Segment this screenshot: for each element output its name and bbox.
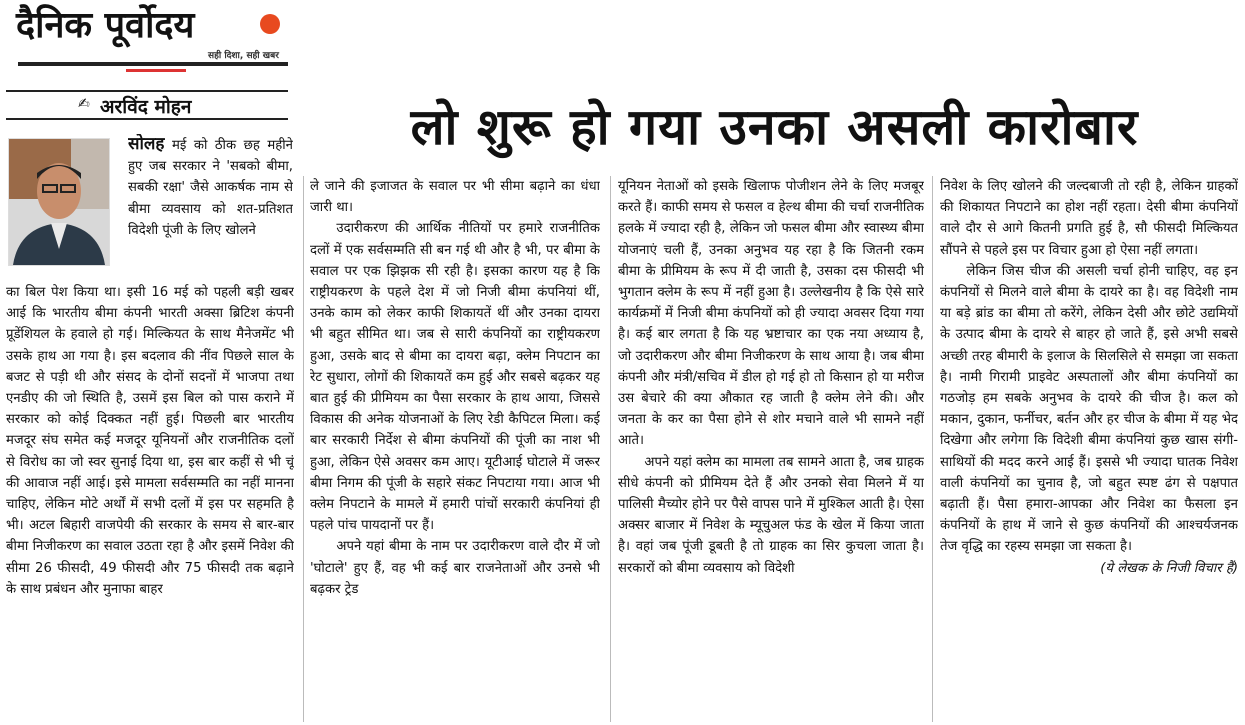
lead-word: सोलह bbox=[128, 134, 165, 154]
newspaper-tagline: सही दिशा, सही खबर bbox=[208, 51, 279, 61]
column-3-paragraph-2: अपने यहां क्लेम का मामला तब सामने आता है, जब ग्राहक सीधे कंपनी को प्रीमियम देते हैं और उनको सेवा मिलने में या पालिसी मैच्योर होने पर पैसे वापस पाने में मुश्किल आती है। ऐसा अक्सर बाजार में निवेश के म्यूचुअल फंड के खेल में किया जाता है। वहां जब पूंजी डूबती है तो ग्राहक का सिर कुचला जाता है। सरकारों को बीमा व्यवसाय को विदेशी bbox=[618, 454, 924, 576]
author-disclaimer: (ये लेखक के निजी विचार हैं) bbox=[1100, 560, 1238, 576]
column-4-paragraph-2: लेकिन जिस चीज की असली चर्चा होनी चाहिए, वह इन कंपनियों से मिलने वाले बीमा के दायरे का है। वह विदेशी नाम या बड़े ब्रांड का बीमा तो करेंगे, लेकिन देसी और छोटे उद्यमियों के उत्पाद बीमा के दायरे से बाहर हो जाते हैं, इसे अभी सबसे अच्छी तरह बीमारी के इलाज के सिलसिले से समझा जा सकता है। नामी गिरामी प्राइवेट अस्पतालों और बीमा कंपनियों का गठजोड़ हम सबके अनुभव के दायरे की चीज है। कल को मकान, दुकान, फर्नीचर, बर्तन और हर चीज के बीमा में यह भेद दिखेगा और लगेगा कि विदेशी बीमा कंपनियां कुछ खास संगी-साथियों की मदद करने आई हैं। इससे भी ज्यादा घातक निवेश वाली कंपनियों का चुनाव है, जो बहुत स्पष्ट ढंग से पक्षपात बढ़ाती हैं। पैसा हमारा-आपका और निवेश का फैसला इन कंपनियों के हाथ में जाने से कुछ कंपनियों की आश्चर्यजनक तेज वृद्धि का रहस्य समझा जा सकता है। bbox=[940, 263, 1238, 555]
column-1-body bbox=[6, 282, 294, 722]
masthead bbox=[8, 4, 288, 74]
logo-dot-icon bbox=[260, 14, 280, 34]
column-divider bbox=[610, 176, 611, 722]
column-3-paragraph-1: यूनियन नेताओं को इसके खिलाफ पोजीशन लेने के लिए मजबूर करते हैं। काफी समय से फसल व हेल्थ बीमा की चर्चा राजनीतिक हलके में ज्यादा रही है, लेकिन जो फसल बीमा और स्वास्थ्य बीमा योजनाएं चली हैं, उनका अनुभव यह रहा है कि जितनी रकम बीमा के प्रीमियम के रूप में दी जाती है, उसका दस फीसदी भी भुगतान क्लेम के रूप में नहीं हुआ है। उल्लेखनीय है कि ऐसे सारे कार्यक्रमों में निजी बीमा कंपनियों को ही ज्यादा अवसर दिया गया है। कई बार लगता है कि यह भ्रष्टाचार का एक नया अध्याय है, जो उदारीकरण और बीमा निजीकरण के साथ आया है। जब बीमा कंपनी और मंत्री/सचिव में डील हो गई हो तो किसान हो या मरीज उस बेचारे की क्या औकात रह जाती है क्लेम लेने की। और जनता के कर का पैसा होने से शोर मचाने वाले भी सामने नहीं आते। bbox=[618, 179, 924, 449]
column-4-paragraph-1: निवेश के लिए खोलने की जल्दबाजी तो रही है, लेकिन ग्राहकों की शिकायत निपटाने का होश नहीं रहता। देसी बीमा कंपनियों वाले दौर से आगे कितनी प्रगति हुई है, सौ फीसदी मिल्कियत सौंपने से पहले इस पर विचार हुआ हो ऐसा नहीं लगता। bbox=[940, 179, 1238, 258]
byline-bar bbox=[6, 90, 288, 120]
column-divider bbox=[932, 176, 933, 722]
column-3 bbox=[618, 176, 924, 722]
column-2-paragraph-3: अपने यहां बीमा के नाम पर उदारीकरण वाले दौर में जो 'घोटाले' हुए हैं, वह भी कई बार राजनेताओं और उनसे भी बढ़कर ट्रेड bbox=[310, 539, 600, 597]
column-2 bbox=[310, 176, 600, 722]
author-photo bbox=[8, 138, 110, 266]
masthead-red-rule bbox=[126, 69, 186, 72]
column-2-paragraph-1: ले जाने की इजाजत के सवाल पर भी सीमा बढ़ाने का धंधा जारी था। bbox=[310, 179, 600, 216]
lead-text: मई को ठीक छह महीने हुए जब सरकार ने 'सबको बीमा, सबकी रक्षा' जैसे आकर्षक नाम से बीमा व्यवसाय को शत-प्रतिशत विदेशी पूंजी के लिए खोलने bbox=[128, 138, 293, 238]
masthead-rule bbox=[18, 62, 288, 66]
author-name: अरविंद मोहन bbox=[100, 96, 192, 118]
newspaper-logo: दैनिक पूर्वोदय bbox=[16, 5, 195, 46]
column-divider bbox=[303, 176, 304, 722]
column-1-lead bbox=[128, 134, 293, 284]
pen-icon: ✍ bbox=[78, 96, 90, 112]
column-1-paragraph: का बिल पेश किया था। इसी 16 मई को पहली बड़ी खबर आई कि भारतीय बीमा कंपनी भारती अक्सा ब्रिटिश कंपनी प्रूडेंशियल के हवाले हो गई। मिल्कियत के साथ मैनेजमेंट भी उसके हाथ आ गया है। इस बदलाव की नींव पिछले साल के बजट से पड़ी थी और संसद के दोनों सदनों में भाजपा तथा एनडीए की जो स्थिति है, उसमें इस बिल को पास कराने में सरकार को कोई दिक्कत नहीं हुई। पिछली बार भारतीय मजदूर संघ समेत कई मजदूर यूनियनों और राजनीतिक दलों से विरोध का जो स्वर सुनाई दिया था, इस बार कहीं से भी चूं की आवाज नहीं आई। इसे मामला सर्वसम्मति का नहीं मानना चाहिए, लेकिन मोटे अर्थों में सभी दलों में इस पर सहमति है भी। अटल बिहारी वाजपेयी की सरकार के समय से बार-बार बीमा निजीकरण का सवाल उठता रहा है और इसमें निवेश की सीमा 26 फीसदी, 49 फीसदी और 75 फीसदी तक बढ़ाने के साथ प्रबंधन और मुनाफा बाहर bbox=[6, 285, 294, 597]
column-2-paragraph-2: उदारीकरण की आर्थिक नीतियों पर हमारे राजनीतिक दलों में एक सर्वसम्मति सी बन गई थी और है भी, पर बीमा के सवाल पर एक झिझक सी रही है। इसका कारण यह है कि राष्ट्रीयकरण के पहले देश में जो निजी बीमा कंपनियां थीं, उनके काम को लेकर काफी शिकायतें थीं और उनका दायरा भी बहुत सीमित था। जब से सारी कंपनियों का राष्ट्रीयकरण हुआ, उसके बाद से बीमा का दायरा बढ़ा, क्लेम निपटान का रेट सुधारा, लोगों की शिकायतें कम हुई और सबसे बढ़कर यह बात हुई की प्रीमियम का पैसा सरकार के हाथ आया, जिससे विकास की अनेक योजनाओं के लिए रेडी कैपिटल मिला। कई बार सरकारी निर्देश से बीमा कंपनियों की पूंजी का नाश भी हुआ, लेकिन ऐसे अवसर कम आए। यूटीआई घोटाले में जरूर बीमा निगम की पूंजी के सहारे संकट निपटाया गया। आज भी क्लेम निपटाने के मामले में हमारी पांचों सरकारी कंपनियां ही पहले पांच पायदानों पर हैं। bbox=[310, 221, 600, 534]
article-headline: लो शुरू हो गया उनका असली कारोबार bbox=[410, 98, 1139, 156]
column-4 bbox=[940, 176, 1238, 722]
